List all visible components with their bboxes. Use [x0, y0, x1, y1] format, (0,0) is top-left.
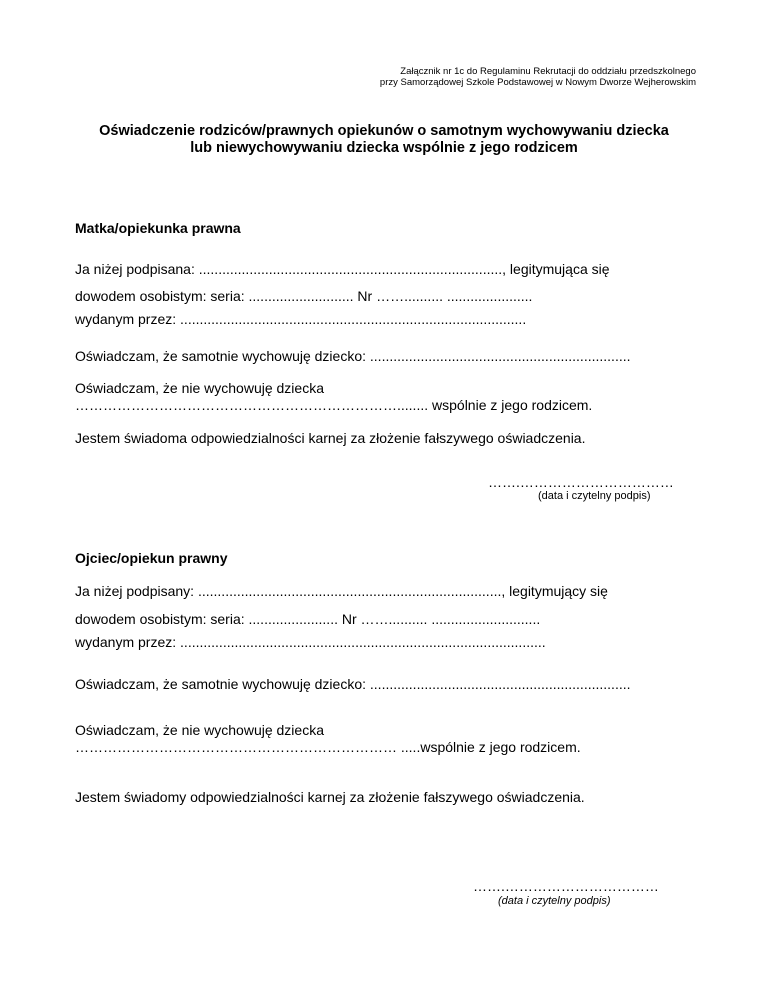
attachment-note-line-1: Załącznik nr 1c do Regulaminu Rekrutacji do oddziału przedszkolnego — [400, 66, 696, 77]
mother-not-together-statement-2: ……………………………………………………………........ wspólnie z jego rodzicem. — [75, 397, 593, 413]
attachment-note-line-2: przy Samorządowej Szkole Podstawowej w Nowym Dworze Wejherowskim — [379, 77, 696, 88]
father-awareness-statement: Jestem świadomy odpowiedzialności karnej za złożenie fałszywego oświadczenia. — [75, 789, 585, 805]
father-id-line: dowodem osobistym: seria: ....................... Nr …….......... ............................ — [75, 611, 541, 627]
mother-declarant-line: Ja niżej podpisana: .............................................................................., legitymująca się — [75, 261, 610, 277]
father-signature-caption: (data i czytelny podpis) — [498, 895, 611, 907]
document-title-line-1: Oświadczenie rodziców/prawnych opiekunów o samotnym wychowywaniu dziecka — [99, 123, 669, 139]
father-not-together-statement-1: Oświadczam, że nie wychowuję dziecka — [75, 722, 324, 738]
father-signature-line: …….…………………………… — [473, 878, 659, 894]
mother-section-heading: Matka/opiekunka prawna — [75, 220, 241, 236]
father-declarant-line: Ja niżej podpisany: .............................................................................., legitymujący się — [75, 583, 608, 599]
father-section-heading: Ojciec/opiekun prawny — [75, 550, 228, 566]
mother-alone-statement: Oświadczam, że samotnie wychowuję dziecko: ................................................................... — [75, 348, 631, 364]
mother-signature-caption: (data i czytelny podpis) — [538, 490, 651, 502]
father-issued-by-line: wydanym przez: .............................................................................................. — [75, 634, 546, 650]
mother-signature-line: …….…………………………… — [488, 474, 674, 490]
mother-not-together-statement-1: Oświadczam, że nie wychowuję dziecka — [75, 380, 324, 396]
father-not-together-statement-2: …………………………………………………………… .....wspólnie z jego rodzicem. — [75, 739, 581, 755]
mother-issued-by-line: wydanym przez: ......................................................................................... — [75, 311, 527, 327]
mother-id-line: dowodem osobistym: seria: ........................... Nr …….......... ...................... — [75, 288, 533, 304]
document-title-line-2: lub niewychowywaniu dziecka wspólnie z jego rodzicem — [190, 140, 578, 156]
father-alone-statement: Oświadczam, że samotnie wychowuję dziecko: ................................................................... — [75, 676, 631, 692]
mother-awareness-statement: Jestem świadoma odpowiedzialności karnej za złożenie fałszywego oświadczenia. — [75, 430, 586, 446]
